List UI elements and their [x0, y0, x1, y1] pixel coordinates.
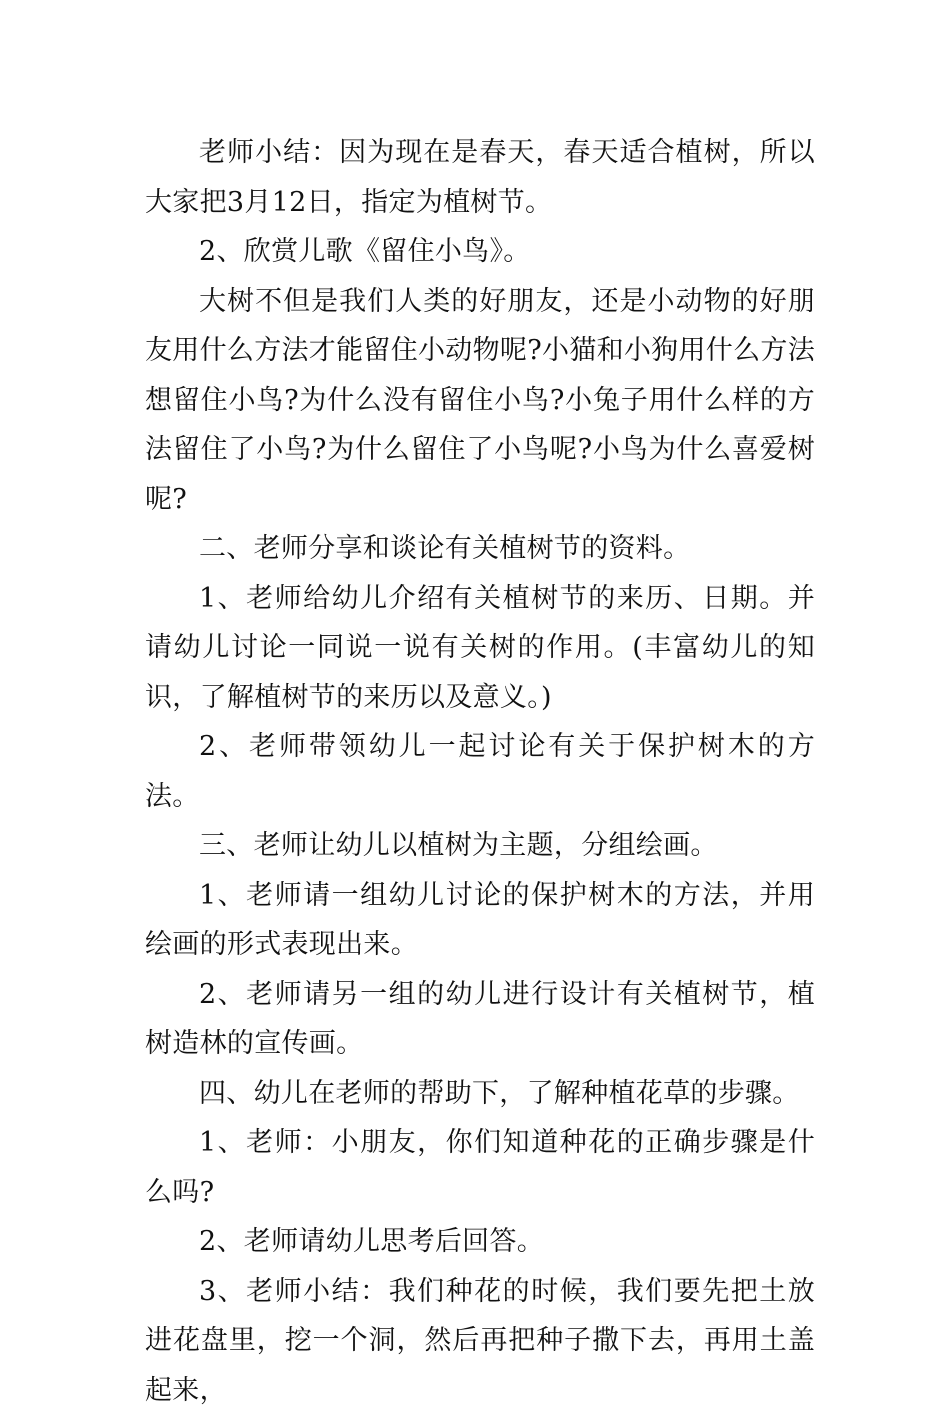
paragraph-planting-steps: 3、老师小结：我们种花的时候，我们要先把土放进花盘里，挖一个洞，然后再把种子撒下去，再用土盖起来， [145, 1267, 815, 1415]
paragraph-summary: 老师小结：因为现在是春天，春天适合植树，所以大家把3月12日，指定为植树节。 [145, 128, 815, 227]
paragraph-protect-trees: 2、老师带领幼儿一起讨论有关于保护树木的方法。 [145, 722, 815, 821]
paragraph-question: 1、老师：小朋友，你们知道种花的正确步骤是什么吗? [145, 1118, 815, 1217]
section-heading-2: 二、老师分享和谈论有关植树节的资料。 [145, 524, 815, 574]
paragraph-big-tree: 大树不但是我们人类的好朋友，还是小动物的好朋友用什么方法才能留住小动物呢?小猫和小狗用什么方法想留住小鸟?为什么没有留住小鸟?小兔子用什么样的方法留住了小鸟?为什么留住了小鸟呢?小鸟为什么喜爱树呢? [145, 277, 815, 525]
section-heading-4: 四、幼儿在老师的帮助下，了解种植花草的步骤。 [145, 1069, 815, 1119]
document-body [145, 128, 815, 1415]
paragraph-arbor-day-history: 1、老师给幼儿介绍有关植树节的来历、日期。并请幼儿讨论一同说一说有关树的作用。(丰富幼儿的知识，了解植树节的来历以及意义。) [145, 574, 815, 723]
section-heading-3: 三、老师让幼儿以植树为主题，分组绘画。 [145, 821, 815, 871]
paragraph-song: 2、欣赏儿歌《留住小鸟》。 [145, 227, 815, 277]
paragraph-group-drawing-1: 1、老师请一组幼儿讨论的保护树木的方法，并用绘画的形式表现出来。 [145, 871, 815, 970]
paragraph-answer: 2、老师请幼儿思考后回答。 [145, 1217, 815, 1267]
paragraph-group-drawing-2: 2、老师请另一组的幼儿进行设计有关植树节，植树造林的宣传画。 [145, 970, 815, 1069]
